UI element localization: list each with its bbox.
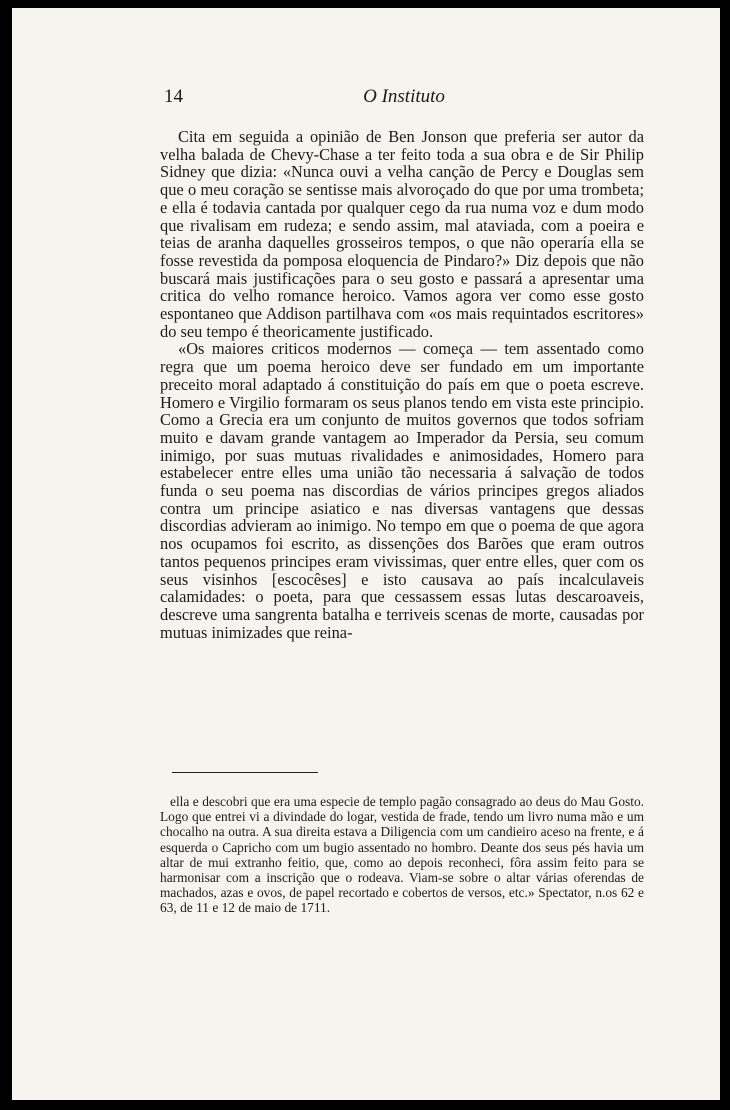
footnote-text: ella e descobri que era uma especie de templo pagão consagrado ao deus do Mau Gosto. Logo que entrei vi a divindade do logar, vestida de frade, tendo um livro numa mão e um chocalho na outra. A sua direita estava a Diligencia com um candieiro aceso na frente, e á esquerda o Capricho com um bugio assentado no hombro. Deante dos seus pés havia um altar de mui extranho feitio, que, como ao depois reconheci, fôra assim feito para se harmonisar com a inscrição que o rodeava. Viam-se sobre o altar várias oferendas de machados, azas e ovos, de papel recortado e cobertos de versos, etc.» Spectator, n.os 62 e 63, de 11 e 12 de maio de 1711. xyxy=(160,794,644,916)
running-title: O Instituto xyxy=(363,86,445,107)
footnote xyxy=(160,794,644,916)
paragraph: Cita em seguida a opinião de Ben Jonson que preferia ser autor da velha balada de Chevy-Chase a ter feito toda a sua obra e de Sir Philip Sidney que dizia: «Nunca ouvi a velha canção de Percy e Douglas sem que o meu coração se sentisse mais alvoroçado do que por uma trombeta; e ella é todavia cantada por qualquer cego da rua numa voz e dum modo que rivalisam em rudeza; e sendo assim, mal ataviada, com a poeira e teias de aranha daquelles grosseiros tempos, o que não operaría ella se fosse revestida da pomposa eloquencia de Pindaro?» Diz depois que não buscará mais justificações para o seu gosto e passará a apresentar uma critica do velho romance heroico. Vamos agora ver como esse gosto espontaneo que Addison partilhava com «os mais requintados escritores» do seu tempo é theoricamente justificado. xyxy=(160,127,644,341)
book-page xyxy=(12,8,720,1100)
paragraph: «Os maiores criticos modernos — começa — tem assentado como regra que um poema heroico deve ser fundado em um importante preceito moral adaptado á constituição do país em que o poeta escreve. Homero e Virgilio formaram os seus planos tendo em vista este principio. Como a Grecia era um conjunto de muitos governos que todos sofriam muito e davam grande vantagem ao Imperador da Persia, seu comum inimigo, por suas mutuas rivalidades e animosidades, Homero para estabelecer entre elles uma união tão necessaria á salvação de todos funda o seu poema nas discordias de vários principes gregos aliados contra um principe asiatico e nas diversas vantagens que dessas discordias advieram ao inimigo. No tempo em que o poema de que agora nos ocupamos foi escrito, as dissenções dos Barões que eram outros tantos pequenos principes eram vivissimas, quer entre elles, quer com os seus visinhos [escocêses] e isto causava ao país incalculaveis calamidades: o poeta, para que cessassem essas lutas descaroaveis, descreve uma sangrenta batalha e terriveis scenas de morte, causadas por mutuas inimizades que reina- xyxy=(160,339,644,642)
main-text xyxy=(160,128,644,641)
page-number: 14 xyxy=(164,86,183,107)
footnote-divider xyxy=(172,772,318,773)
